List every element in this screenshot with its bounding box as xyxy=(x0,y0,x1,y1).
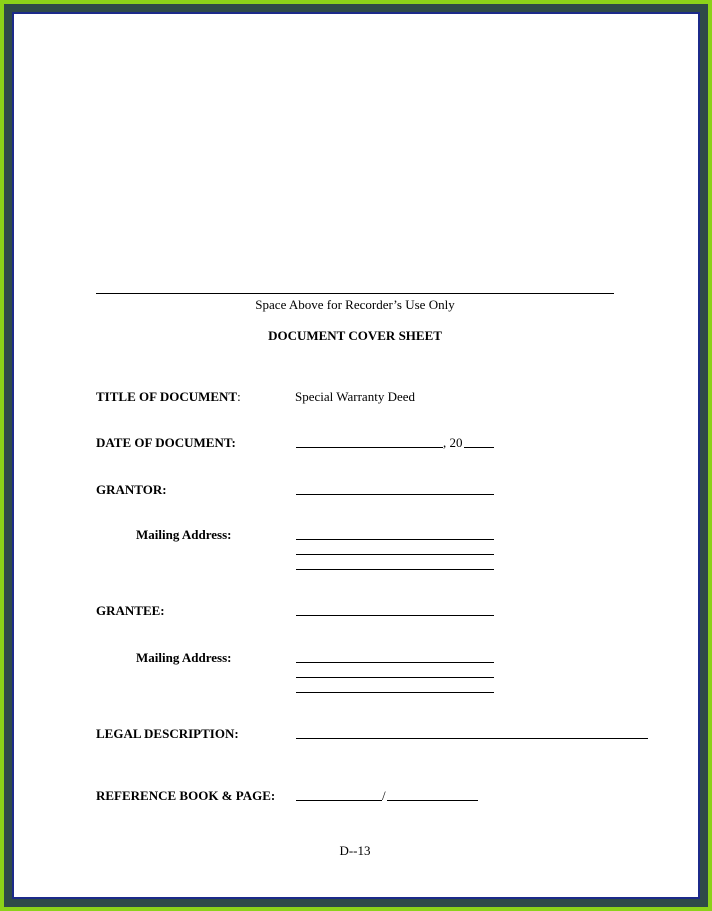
grantee-address-line-2 xyxy=(296,677,494,678)
reference-book-page-label: REFERENCE BOOK & PAGE: xyxy=(96,788,276,803)
legal-description-label: LEGAL DESCRIPTION: xyxy=(96,726,239,741)
grantor-address-line-2 xyxy=(296,554,494,555)
date-of-document-label: DATE OF DOCUMENT: xyxy=(96,435,236,450)
title-of-document-label xyxy=(96,389,241,404)
title-of-document-value: Special Warranty Deed xyxy=(295,389,415,404)
grantor-blank-line xyxy=(296,494,494,495)
grantor-address-line-1 xyxy=(296,539,494,540)
grantee-label: GRANTEE: xyxy=(96,603,165,618)
reference-page-blank-line xyxy=(387,800,478,801)
date-blank-line xyxy=(296,447,443,448)
recorder-space-rule xyxy=(96,293,614,294)
grantee-address-line-3 xyxy=(296,692,494,693)
grantor-address-line-3 xyxy=(296,569,494,570)
document-content xyxy=(14,14,698,897)
grantor-mailing-address-label: Mailing Address: xyxy=(136,527,232,542)
reference-book-blank-line xyxy=(296,800,382,801)
grantor-label: GRANTOR: xyxy=(96,482,167,497)
grantee-blank-line xyxy=(296,615,494,616)
grantee-mailing-address-label: Mailing Address: xyxy=(136,650,232,665)
title-of-document-label-text: TITLE OF DOCUMENT xyxy=(96,389,238,404)
year-blank-line xyxy=(464,447,494,448)
date-year-prefix: , 20 xyxy=(443,435,463,450)
document-page xyxy=(12,12,700,899)
legal-description-blank-line xyxy=(296,738,648,739)
page-number: D--13 xyxy=(339,843,371,858)
title-of-document-colon: : xyxy=(237,389,241,404)
reference-separator: / xyxy=(382,788,386,803)
grantee-address-line-1 xyxy=(296,662,494,663)
recorder-note: Space Above for Recorder’s Use Only xyxy=(255,297,455,312)
document-title: DOCUMENT COVER SHEET xyxy=(268,328,442,343)
